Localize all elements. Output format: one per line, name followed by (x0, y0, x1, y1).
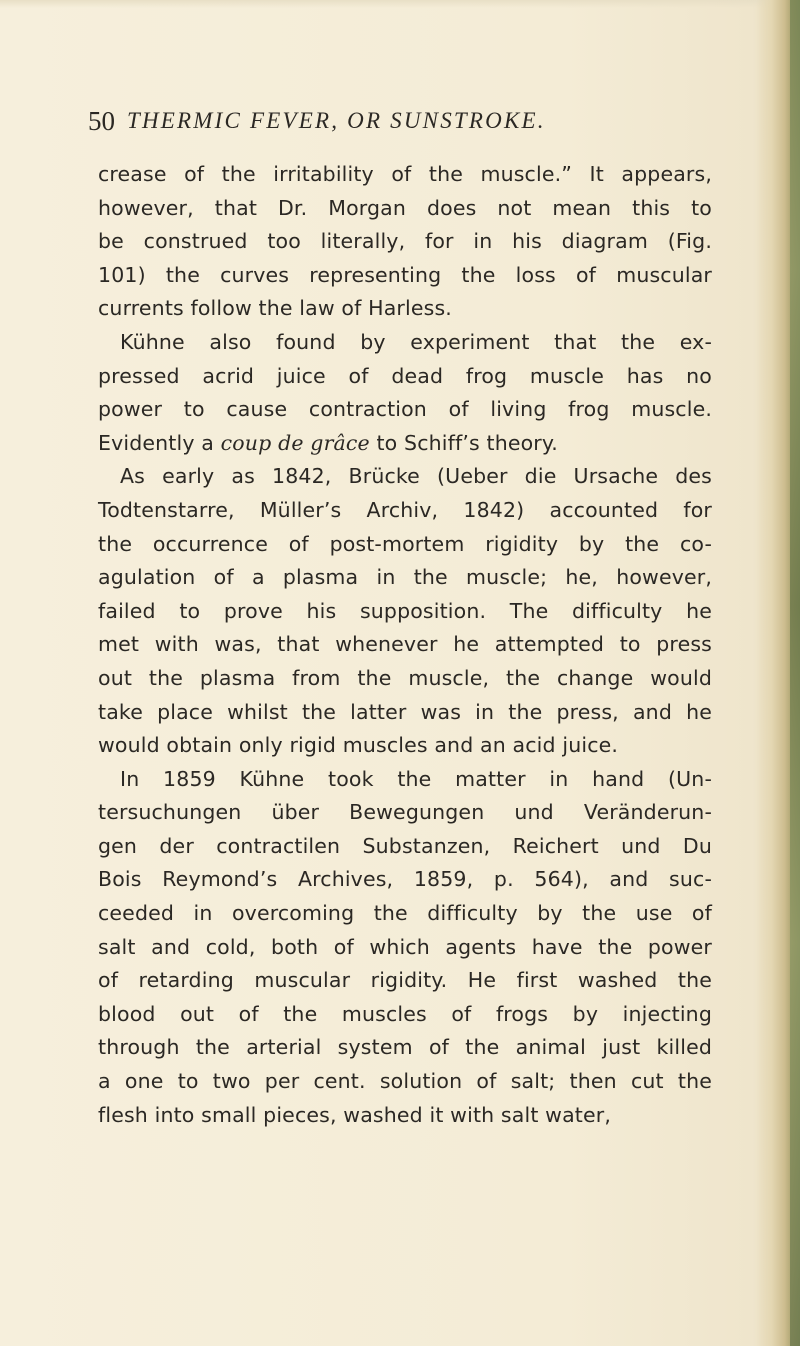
text-line: take place whilst the latter was in the press, and he (98, 699, 712, 724)
text-line: out the plasma from the muscle, the change would (98, 665, 712, 690)
text-line: blood out of the muscles of frogs by injecting (98, 1001, 712, 1026)
text-line: be construed too literally, for in his diagram (Fig. (98, 229, 712, 254)
text-line: currents follow the law of Harless. (98, 296, 452, 321)
book-binding-edge (790, 0, 800, 1346)
text-line: the occurrence of post-mortem rigidity by the co- (98, 531, 712, 556)
text-line: ceeded in overcoming the difficulty by the use of (98, 901, 712, 926)
evidently-text-after: to Schiff’s theory. (369, 430, 558, 455)
text-line: Bois Reymond’s Archives, 1859, p. 564), and suc- (98, 867, 712, 892)
text-line: would obtain only rigid muscles and an acid juice. (98, 733, 619, 758)
text-line: power to cause contraction of living frog muscle. (98, 397, 712, 422)
text-line: As early as 1842, Brücke (Ueber die Ursache des (120, 464, 712, 489)
text-line: agulation of a plasma in the muscle; he, however, (98, 565, 712, 590)
text-line: met with was, that whenever he attempted to press (98, 632, 712, 657)
page-header (88, 104, 728, 138)
evidently-text-before: Evidently a (98, 430, 221, 455)
text-line: through the arterial system of the animal just killed (98, 1035, 712, 1060)
body-text (98, 158, 712, 1132)
text-line: gen der contractilen Substanzen, Reichert und Du (98, 833, 712, 858)
text-line: a one to two per cent. solution of salt; then cut the (98, 1069, 712, 1094)
text-line-evidently (98, 427, 712, 461)
text-line: however, that Dr. Morgan does not mean this to (98, 195, 712, 220)
text-line: crease of the irritability of the muscle.” It appears, (98, 162, 712, 186)
text-line: Kühne also found by experiment that the ex- (120, 329, 712, 354)
running-head: THERMIC FEVER, OR SUNSTROKE. (127, 108, 546, 133)
text-line: tersuchungen über Bewegungen und Veränderun- (98, 800, 712, 825)
text-line: of retarding muscular rigidity. He first washed the (98, 968, 712, 993)
text-line: failed to prove his supposition. The difficulty he (98, 598, 712, 623)
text-line: flesh into small pieces, washed it with salt water, (98, 1102, 612, 1127)
text-line: 101) the curves representing the loss of muscular (98, 262, 712, 287)
page-number: 50 (88, 106, 115, 136)
page-top-edge (0, 0, 800, 8)
coup-de-grace-italic: coup de grâce (220, 430, 370, 455)
text-line: Todtenstarre, Müller’s Archiv, 1842) accounted for (98, 497, 712, 522)
text-line: salt and cold, both of which agents have the power (98, 934, 712, 959)
text-line: In 1859 Kühne took the matter in hand (Un- (120, 766, 712, 791)
text-line: pressed acrid juice of dead frog muscle has no (98, 363, 712, 388)
